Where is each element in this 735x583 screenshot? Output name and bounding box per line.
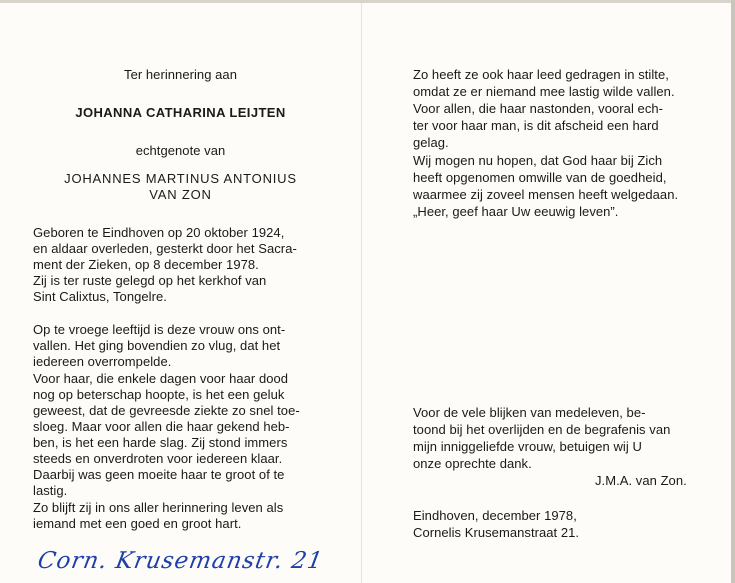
card-right-edge xyxy=(731,0,735,583)
spouse-intro: echtgenote van xyxy=(135,143,226,158)
spouse-name-line1: JOHANNES MARTINUS ANTONIUS xyxy=(64,171,297,186)
text-line: waarmee zij zoveel mensen heeft welgedaan. xyxy=(413,187,679,202)
address: Cornelis Krusemanstraat 21. xyxy=(413,525,580,540)
left-panel xyxy=(0,0,362,583)
text-line: omdat ze er niemand mee lastig wilde vallen. xyxy=(413,84,675,99)
text-line: Op te vroege leeftijd is deze vrouw ons ont- xyxy=(33,322,286,337)
intro-text: Ter herinnering aan xyxy=(124,67,237,82)
text-line: lastig. xyxy=(33,483,68,498)
text-line: Daarbij was geen moeite haar te groot of te xyxy=(33,467,285,482)
text-line: nog op beterschap hoopte, is het een geluk xyxy=(33,387,285,402)
text-line: Zij is ter ruste gelegd op het kerkhof van xyxy=(33,273,267,288)
text-line: toond bij het overlijden en de begrafenis van xyxy=(413,422,671,437)
text-line: gelag. xyxy=(413,135,449,150)
text-line: Zo blijft zij in ons aller herinnering leven als xyxy=(33,500,284,515)
text-line: ter voor haar man, is dit afscheid een hard xyxy=(413,118,659,133)
text-line: en aldaar overleden, gesterkt door het Sacra- xyxy=(33,241,297,256)
text-line: geweest, dat de gevreesde ziekte zo snel toe- xyxy=(33,403,300,418)
text-line: iedereen overrompelde. xyxy=(33,354,172,369)
text-line: vallen. Het ging bovendien zo vlug, dat het xyxy=(33,338,281,353)
text-line: Zo heeft ze ook haar leed gedragen in stilte, xyxy=(413,67,669,82)
signature-name: J.M.A. van Zon. xyxy=(595,473,687,488)
prayer-line: „Heer, geef haar Uw eeuwig leven”. xyxy=(413,204,619,219)
place-date: Eindhoven, december 1978, xyxy=(413,508,577,523)
card-top-edge xyxy=(0,0,735,3)
text-line: ben, is het een harde slag. Zij stond immers xyxy=(33,435,288,450)
text-line: Sint Calixtus, Tongelre. xyxy=(33,289,167,304)
text-line: steeds en onverdroten voor iedereen klaar. xyxy=(33,451,283,466)
text-line: Wij mogen nu hopen, dat God haar bij Zich xyxy=(413,153,663,168)
text-line: Voor haar, die enkele dagen voor haar dood xyxy=(33,371,289,386)
text-line: sloeg. Maar voor allen die haar gekend heb- xyxy=(33,419,290,434)
text-line: Voor de vele blijken van medeleven, be- xyxy=(413,405,646,420)
text-line: onze oprechte dank. xyxy=(413,456,532,471)
text-line: Voor allen, die haar nastonden, vooral ech- xyxy=(413,101,664,116)
spouse-name-line2: VAN ZON xyxy=(149,187,212,202)
text-line: ment der Zieken, op 8 december 1978. xyxy=(33,257,259,272)
text-line: mijn inniggeliefde vrouw, betuigen wij U xyxy=(413,439,642,454)
text-line: heeft opgenomen omwille van de goedheid, xyxy=(413,170,667,185)
handwritten-address: Corn. Krusemanstr. 21 xyxy=(35,548,326,574)
right-panel xyxy=(362,0,735,583)
text-line: iemand met een goed en groot hart. xyxy=(33,516,242,531)
deceased-name: JOHANNA CATHARINA LEIJTEN xyxy=(75,105,286,120)
text-line: Geboren te Eindhoven op 20 oktober 1924, xyxy=(33,225,285,240)
